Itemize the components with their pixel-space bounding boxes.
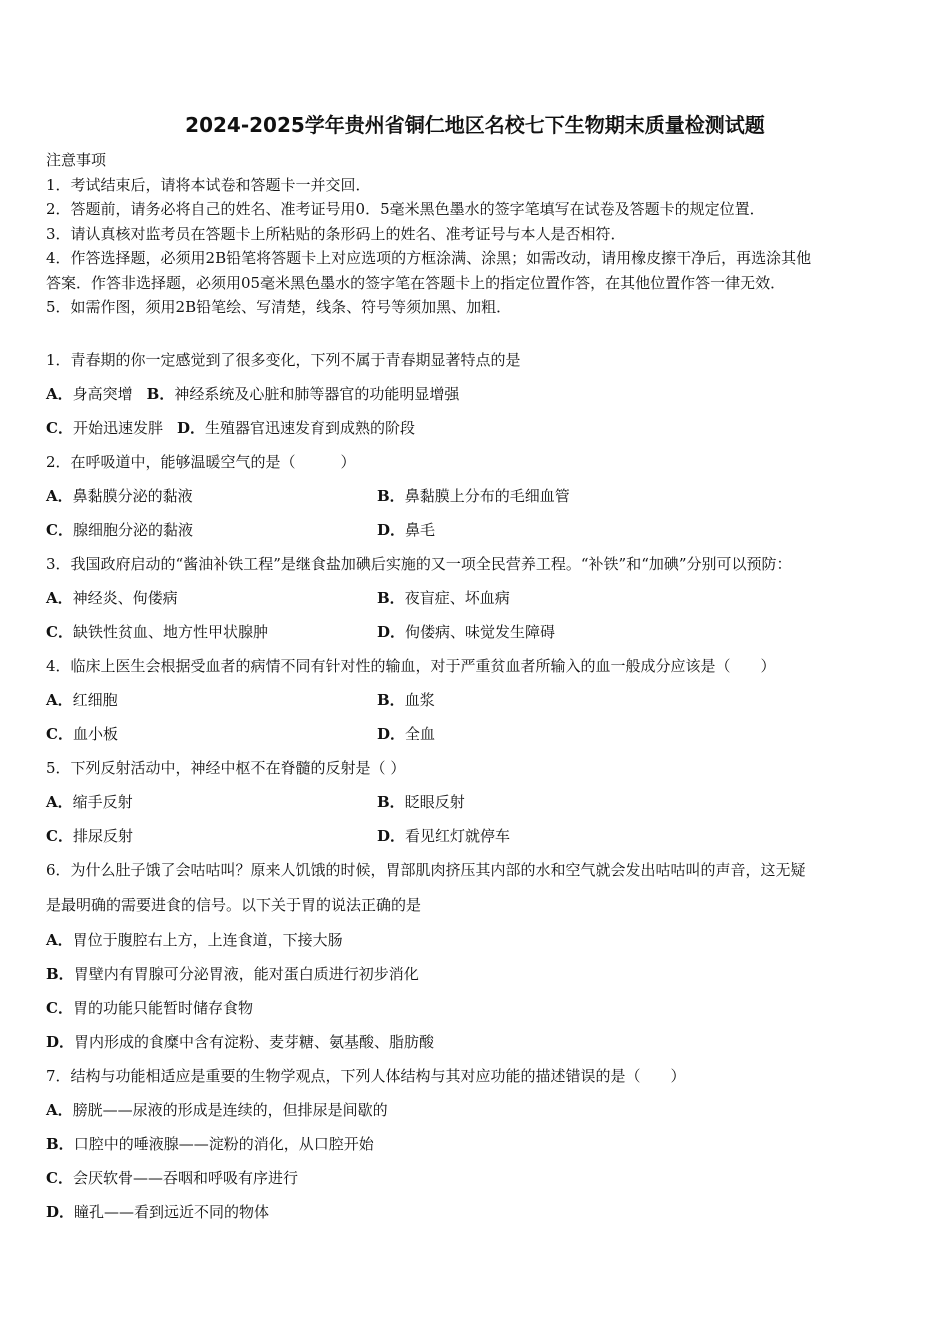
option-text: 血浆 bbox=[404, 691, 435, 709]
option-text: 胃壁内有胃腺可分泌胃液，能对蛋白质进行初步消化 bbox=[73, 965, 419, 983]
option-letter: B． bbox=[46, 965, 74, 983]
option-letter: C． bbox=[46, 1169, 73, 1187]
question-stem: 3．我国政府启动的“酱油补铁工程”是继食盐加碘后实施的又一项全民营养工程。“补铁”和“加碘”分别可以预防： bbox=[46, 555, 792, 573]
option-row bbox=[46, 581, 926, 615]
option-text: 瞳孔——看到远近不同的物体 bbox=[74, 1203, 270, 1221]
option-text: 眨眼反射 bbox=[404, 793, 465, 811]
question-2 bbox=[46, 445, 926, 547]
option-text: 神经系统及心脏和肺等器官的功能明显增强 bbox=[174, 385, 460, 403]
option bbox=[377, 683, 435, 717]
question-3 bbox=[46, 547, 926, 649]
option-letter: A． bbox=[46, 1101, 73, 1119]
option bbox=[46, 717, 118, 751]
option bbox=[147, 377, 460, 411]
option-row bbox=[46, 1195, 926, 1229]
option-text: 胃位于腹腔右上方，上连食道，下接大肠 bbox=[72, 931, 343, 949]
notes-heading: 注意事项 bbox=[46, 151, 107, 169]
option-text: 身高突增 bbox=[72, 385, 133, 403]
option-text: 血小板 bbox=[72, 725, 118, 743]
option bbox=[46, 1161, 298, 1195]
questions-section bbox=[46, 343, 926, 1229]
option bbox=[377, 513, 435, 547]
option-letter: B． bbox=[377, 589, 405, 607]
option-letter: A． bbox=[46, 589, 73, 607]
option bbox=[46, 1025, 434, 1059]
option bbox=[377, 479, 570, 513]
option-row bbox=[46, 1093, 926, 1127]
option-letter: C． bbox=[46, 419, 73, 437]
option-letter: C． bbox=[46, 725, 73, 743]
question-6 bbox=[46, 853, 926, 1059]
option-row bbox=[46, 717, 926, 751]
question-stem: 是最明确的需要进食的信号。以下关于胃的说法正确的是 bbox=[46, 896, 422, 914]
question-4 bbox=[46, 649, 926, 751]
option bbox=[377, 819, 510, 853]
question-stem: 1．青春期的你一定感觉到了很多变化，下列不属于青春期显著特点的是 bbox=[46, 351, 521, 369]
option-text: 夜盲症、坏血病 bbox=[404, 589, 510, 607]
option-text: 红细胞 bbox=[72, 691, 118, 709]
option-text: 会厌软骨——吞咽和呼吸有序进行 bbox=[72, 1169, 298, 1187]
option-letter: B． bbox=[377, 487, 405, 505]
option bbox=[377, 717, 435, 751]
option-letter: D． bbox=[46, 1203, 75, 1221]
option bbox=[46, 785, 133, 819]
option-row bbox=[46, 1025, 926, 1059]
note-item: 答案．作答非选择题，必须用05毫米黑色墨水的签字笔在答题卡上的指定位置作答，在其他位置作答一律无效． bbox=[46, 273, 786, 292]
option-text: 排尿反射 bbox=[72, 827, 133, 845]
question-1 bbox=[46, 343, 926, 445]
option-text: 口腔中的唾液腺——淀粉的消化，从口腔开始 bbox=[73, 1135, 374, 1153]
option-row bbox=[46, 923, 926, 957]
document-title: 2024-2025学年贵州省铜仁地区名校七下生物期末质量检测试题 bbox=[185, 113, 765, 137]
notes-section bbox=[46, 148, 916, 320]
option bbox=[46, 683, 118, 717]
option-letter: A． bbox=[46, 385, 73, 403]
option-letter: D． bbox=[176, 419, 205, 437]
option-text: 腺细胞分泌的黏液 bbox=[72, 521, 193, 539]
option-text: 缺铁性贫血、地方性甲状腺肿 bbox=[72, 623, 268, 641]
note-item: 2．答题前，请务必将自己的姓名、准考证号用0．5毫米黑色墨水的签字笔填写在试卷及答题卡的规定位置． bbox=[46, 200, 765, 218]
option bbox=[46, 1127, 374, 1161]
option-letter: D． bbox=[377, 725, 406, 743]
option-letter: B． bbox=[46, 1135, 74, 1153]
option-row bbox=[46, 819, 926, 853]
option-row bbox=[46, 683, 926, 717]
option-letter: C． bbox=[46, 999, 73, 1017]
option-letter: A． bbox=[46, 793, 73, 811]
option bbox=[46, 513, 193, 547]
option-letter: C． bbox=[46, 623, 73, 641]
option bbox=[46, 819, 133, 853]
option-text: 鼻黏膜上分布的毛细血管 bbox=[404, 487, 570, 505]
option bbox=[46, 615, 268, 649]
option bbox=[377, 785, 465, 819]
option-text: 缩手反射 bbox=[72, 793, 133, 811]
note-item: 1．考试结束后，请将本试卷和答题卡一并交回． bbox=[46, 175, 371, 194]
option-text: 生殖器官迅速发育到成熟的阶段 bbox=[204, 419, 415, 437]
option-text: 佝偻病、味觉发生障碍 bbox=[405, 623, 556, 641]
question-stem: 7．结构与功能相适应是重要的生物学观点，下列人体结构与其对应功能的描述错误的是（ ） bbox=[46, 1067, 686, 1085]
option bbox=[177, 411, 415, 445]
question-stem: 2．在呼吸道中，能够温暖空气的是（ ） bbox=[46, 453, 356, 471]
option bbox=[377, 581, 510, 615]
option-text: 鼻黏膜分泌的黏液 bbox=[72, 487, 193, 505]
option-text: 开始迅速发胖 bbox=[72, 419, 163, 437]
option bbox=[46, 411, 163, 445]
option-row bbox=[46, 1127, 926, 1161]
option-letter: B． bbox=[377, 691, 405, 709]
question-stem: 5．下列反射活动中，神经中枢不在脊髓的反射是（ ） bbox=[46, 759, 406, 777]
option-letter: D． bbox=[377, 623, 406, 641]
note-item: 4．作答选择题，必须用2B铅笔将答题卡上对应选项的方框涂满、涂黑；如需改动，请用橡皮擦干净后，再选涂其他 bbox=[46, 249, 812, 267]
option-letter: A． bbox=[46, 487, 73, 505]
option bbox=[46, 923, 343, 957]
option-text: 鼻毛 bbox=[405, 521, 436, 539]
question-5 bbox=[46, 751, 926, 853]
option-text: 看见红灯就停车 bbox=[405, 827, 511, 845]
option bbox=[46, 957, 419, 991]
option-row bbox=[46, 377, 926, 411]
note-item: 3．请认真核对监考员在答题卡上所粘贴的条形码上的姓名、准考证号与本人是否相符． bbox=[46, 224, 626, 243]
option-letter: D． bbox=[377, 521, 406, 539]
option bbox=[46, 1093, 388, 1127]
option bbox=[46, 1195, 269, 1229]
option-letter: D． bbox=[377, 827, 406, 845]
option-row bbox=[46, 411, 926, 445]
option-text: 胃内形成的食糜中含有淀粉、麦芽糖、氨基酸、脂肪酸 bbox=[74, 1033, 435, 1051]
option bbox=[46, 991, 253, 1025]
option-row bbox=[46, 615, 926, 649]
option-letter: A． bbox=[46, 691, 73, 709]
question-7 bbox=[46, 1059, 926, 1229]
option bbox=[46, 377, 133, 411]
option-row bbox=[46, 785, 926, 819]
option-row bbox=[46, 1161, 926, 1195]
option-letter: B． bbox=[377, 793, 405, 811]
option-row bbox=[46, 991, 926, 1025]
option bbox=[46, 581, 178, 615]
option bbox=[46, 479, 193, 513]
option-text: 神经炎、佝偻病 bbox=[72, 589, 178, 607]
option-text: 膀胱——尿液的形成是连续的，但排尿是间歇的 bbox=[72, 1101, 388, 1119]
option-row bbox=[46, 957, 926, 991]
question-stem: 4．临床上医生会根据受血者的病情不同有针对性的输血，对于严重贫血者所输入的血一般成分应该是（ ） bbox=[46, 657, 776, 675]
option-letter: C． bbox=[46, 521, 73, 539]
option-letter: B． bbox=[146, 385, 175, 403]
option bbox=[377, 615, 555, 649]
option-row bbox=[46, 479, 926, 513]
option-row bbox=[46, 513, 926, 547]
question-stem: 6．为什么肚子饿了会咕咕叫？原来人饥饿的时候，胃部肌肉挤压其内部的水和空气就会发出咕咕叫的声音，这无疑 bbox=[46, 861, 806, 879]
option-letter: A． bbox=[46, 931, 73, 949]
option-text: 胃的功能只能暂时储存食物 bbox=[72, 999, 253, 1017]
option-letter: D． bbox=[46, 1033, 75, 1051]
option-text: 全血 bbox=[405, 725, 436, 743]
option-letter: C． bbox=[46, 827, 73, 845]
note-item: 5．如需作图，须用2B铅笔绘、写清楚，线条、符号等须加黑、加粗． bbox=[46, 298, 512, 316]
